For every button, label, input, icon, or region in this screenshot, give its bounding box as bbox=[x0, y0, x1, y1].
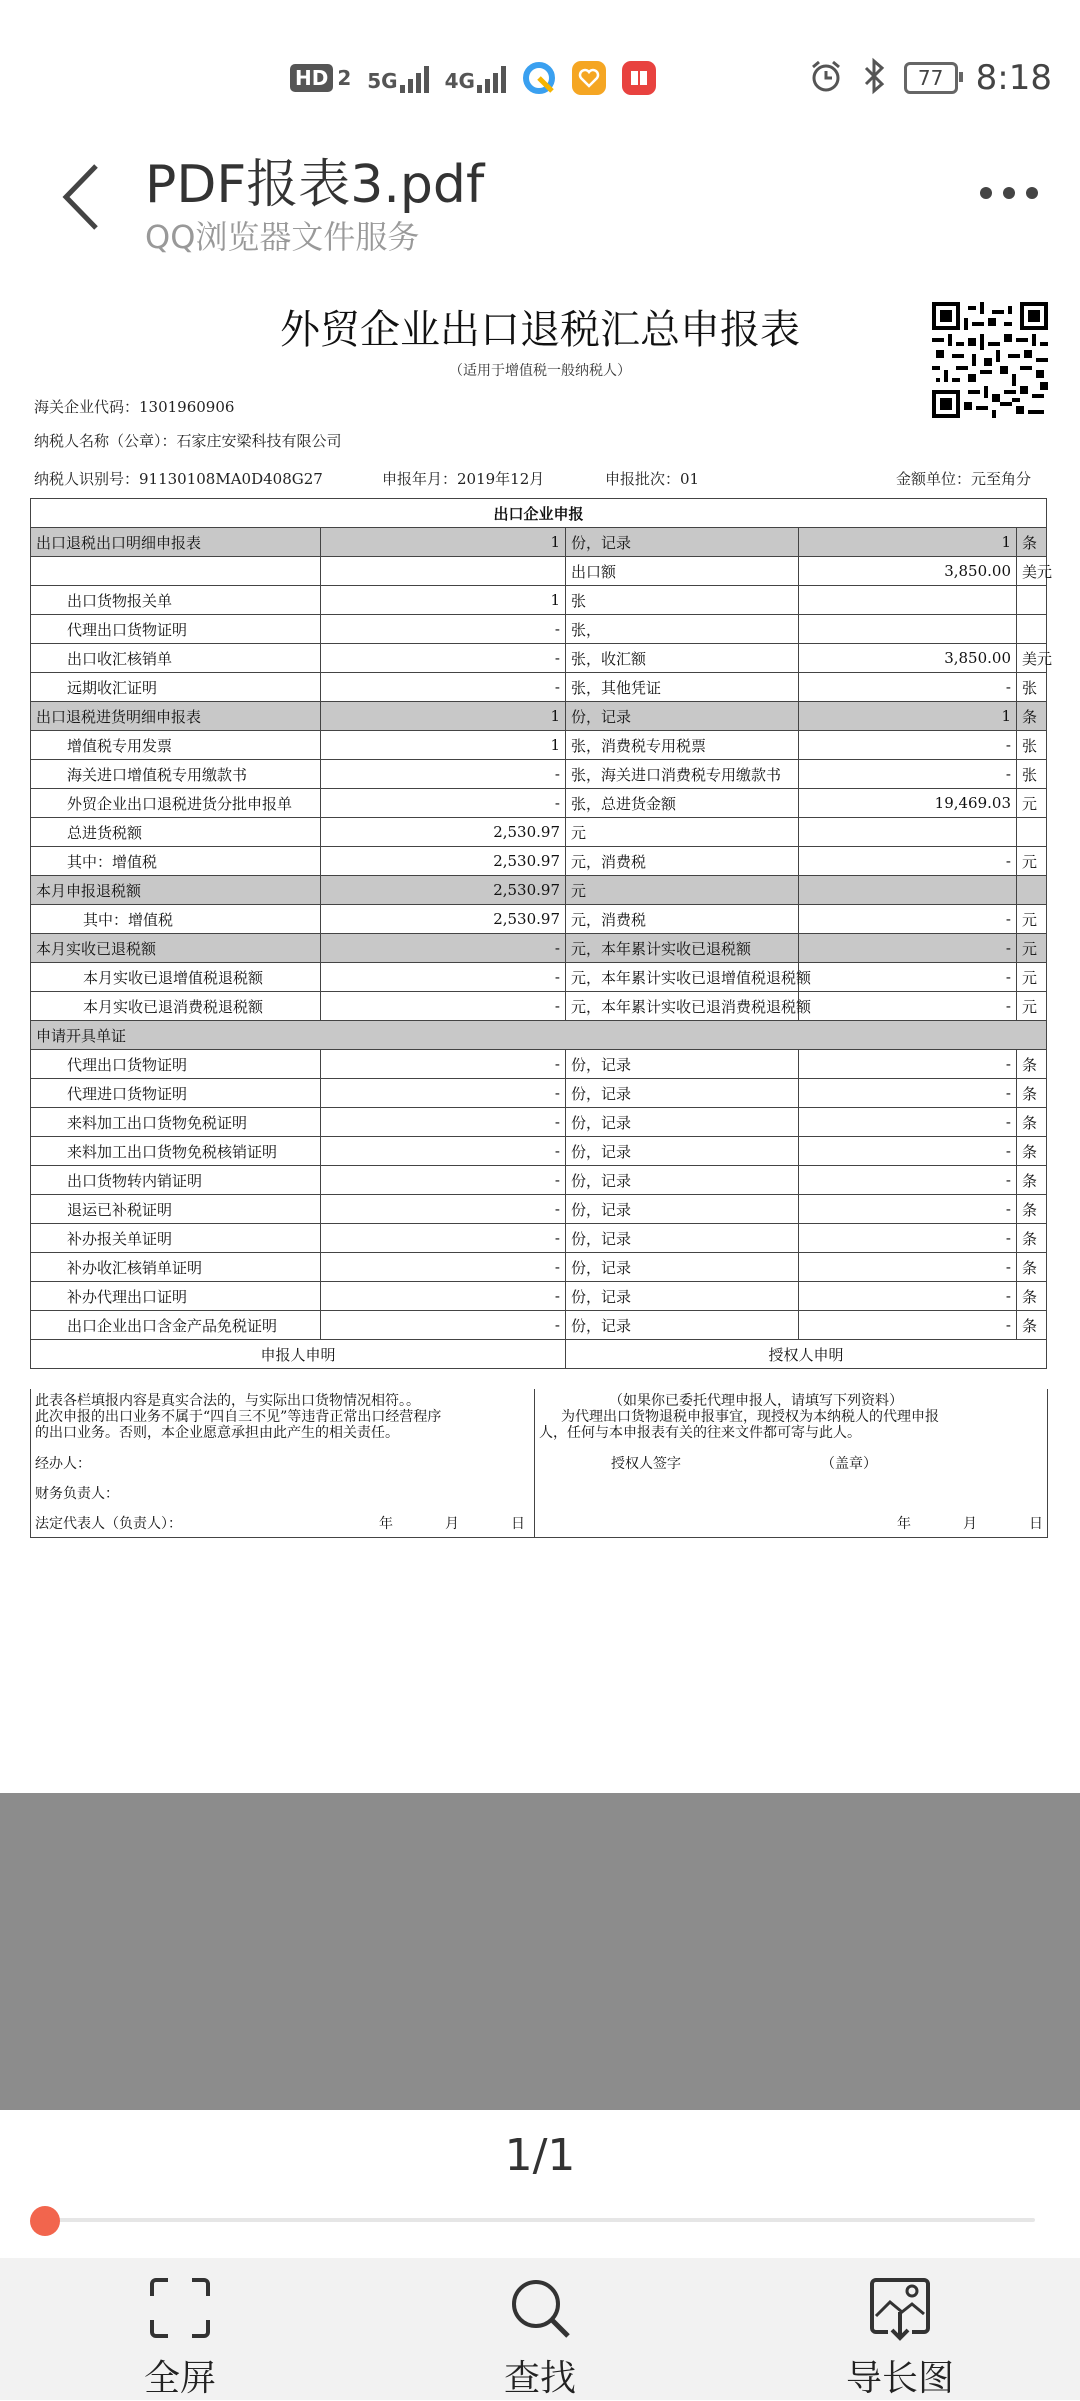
page-indicator: 1/1 bbox=[504, 2130, 576, 2181]
cell: 张 bbox=[1017, 731, 1047, 760]
table-row bbox=[31, 1137, 1047, 1166]
table-row bbox=[31, 644, 1047, 673]
cell: 代理出口货物证明 bbox=[31, 1050, 321, 1079]
search-icon bbox=[508, 2276, 572, 2340]
cell: - bbox=[799, 1253, 1017, 1282]
app-header bbox=[0, 140, 1080, 269]
table-row bbox=[31, 1079, 1047, 1108]
cell bbox=[799, 876, 1017, 905]
cell: 条 bbox=[1017, 1079, 1047, 1108]
table-row bbox=[31, 615, 1047, 644]
cell: 条 bbox=[1017, 1137, 1047, 1166]
cell: 条 bbox=[1017, 1050, 1047, 1079]
table-row bbox=[31, 731, 1047, 760]
cell: 张 bbox=[1017, 760, 1047, 789]
cell: 代理进口货物证明 bbox=[31, 1079, 321, 1108]
cell: - bbox=[321, 760, 566, 789]
table-row bbox=[31, 1021, 1047, 1050]
file-title: PDF报表3.pdf bbox=[145, 155, 485, 215]
cell: 3,850.00 bbox=[799, 557, 1017, 586]
cell: - bbox=[799, 1311, 1017, 1340]
table-row bbox=[31, 847, 1047, 876]
cell: 份，记录 bbox=[566, 1166, 799, 1195]
cell bbox=[1017, 586, 1047, 615]
cell: 出口退税进货明细申报表 bbox=[31, 702, 321, 731]
cell: - bbox=[799, 731, 1017, 760]
table-row bbox=[31, 586, 1047, 615]
cell: 元 bbox=[1017, 963, 1047, 992]
cell: 1 bbox=[799, 702, 1017, 731]
cell: 代理出口货物证明 bbox=[31, 615, 321, 644]
cell: - bbox=[799, 934, 1017, 963]
cell bbox=[799, 818, 1017, 847]
table-row bbox=[31, 789, 1047, 818]
file-source: QQ浏览器文件服务 bbox=[145, 218, 420, 256]
cell: 补办代理出口证明 bbox=[31, 1282, 321, 1311]
clock: 8:18 bbox=[975, 57, 1052, 98]
find-label: 查找 bbox=[503, 2358, 576, 2399]
table-row bbox=[31, 1195, 1047, 1224]
cell: 张，其他凭证 bbox=[566, 673, 799, 702]
table-row bbox=[31, 1050, 1047, 1079]
viewer-background bbox=[0, 1793, 1080, 2110]
cell: 出口额 bbox=[566, 557, 799, 586]
cell: 份，记录 bbox=[566, 1224, 799, 1253]
signal-5g-label: 5G bbox=[367, 69, 398, 93]
cell: - bbox=[321, 789, 566, 818]
cell: 19,469.03 bbox=[799, 789, 1017, 818]
cell: - bbox=[321, 1079, 566, 1108]
long-image-label: 导长图 bbox=[845, 2358, 954, 2399]
signal-5g-icon bbox=[367, 63, 428, 93]
cell: 出口收汇核销单 bbox=[31, 644, 321, 673]
cell: 张，收汇额 bbox=[566, 644, 799, 673]
cell: - bbox=[799, 760, 1017, 789]
finance-label: 财务负责人： bbox=[35, 1486, 119, 1502]
back-arrow-icon[interactable] bbox=[60, 162, 100, 236]
table-row bbox=[31, 934, 1047, 963]
cell: 2,530.97 bbox=[321, 905, 566, 934]
report-month: 申报年月：2019年12月 bbox=[382, 470, 545, 488]
cell: 份，记录 bbox=[566, 1108, 799, 1137]
table-row bbox=[31, 876, 1047, 905]
cell bbox=[1017, 818, 1047, 847]
cell: 元 bbox=[1017, 992, 1047, 1021]
cell: 2,530.97 bbox=[321, 818, 566, 847]
cell: - bbox=[799, 1137, 1017, 1166]
table-row bbox=[31, 992, 1047, 1021]
more-options-icon[interactable] bbox=[978, 185, 1040, 205]
bluetooth-icon bbox=[862, 58, 886, 98]
table-row bbox=[31, 1166, 1047, 1195]
cell: - bbox=[799, 963, 1017, 992]
seal-label: （盖章） bbox=[821, 1456, 877, 1472]
cell: - bbox=[799, 673, 1017, 702]
table-row bbox=[31, 1311, 1047, 1340]
cell: 条 bbox=[1017, 1311, 1047, 1340]
declarant-statement bbox=[31, 1389, 535, 1537]
taxpayer-name: 纳税人名称（公章）：石家庄安梁科技有限公司 bbox=[34, 432, 342, 450]
cell: 美元 bbox=[1017, 557, 1047, 586]
qr-code-icon bbox=[932, 302, 1048, 418]
cell: 1 bbox=[321, 586, 566, 615]
cell: 份，记录 bbox=[566, 1079, 799, 1108]
auth-month-label: 月 bbox=[963, 1516, 977, 1532]
cell: 本月实收已退增值税退税额 bbox=[31, 963, 321, 992]
cell: 元 bbox=[566, 818, 799, 847]
cell bbox=[799, 615, 1017, 644]
hd-number: 2 bbox=[337, 66, 352, 90]
cell: - bbox=[321, 1050, 566, 1079]
section-header: 出口企业申报 bbox=[31, 499, 1047, 528]
table-row bbox=[31, 1340, 1047, 1369]
document-subtitle: （适用于增值税一般纳税人） bbox=[449, 363, 631, 379]
cell: 元，消费税 bbox=[566, 905, 799, 934]
cell: 外贸企业出口退税进货分批申报单 bbox=[31, 789, 321, 818]
table-row bbox=[31, 1108, 1047, 1137]
cell: 来料加工出口货物免税核销证明 bbox=[31, 1137, 321, 1166]
decl-left-line1: 此表各栏填报内容是真实合法的，与实际出口货物情况相符。。 bbox=[35, 1393, 420, 1409]
declarant-title: 申报人申明 bbox=[31, 1340, 566, 1369]
cell: - bbox=[321, 615, 566, 644]
cell: 条 bbox=[1017, 1108, 1047, 1137]
cell: - bbox=[321, 992, 566, 1021]
cell: 份，记录 bbox=[566, 1050, 799, 1079]
table-row bbox=[31, 499, 1047, 528]
table-row bbox=[31, 528, 1047, 557]
status-left-icons bbox=[290, 58, 656, 98]
page-slider-track[interactable] bbox=[45, 2218, 1035, 2222]
cell: - bbox=[799, 1108, 1017, 1137]
battery-level: 77 bbox=[917, 65, 944, 90]
cell: 条 bbox=[1017, 702, 1047, 731]
cell: 本月申报退税额 bbox=[31, 876, 321, 905]
cell: 元，消费税 bbox=[566, 847, 799, 876]
cell: - bbox=[321, 934, 566, 963]
decl-right-line1: （如果你已委托代理申报人，请填写下列资料） bbox=[609, 1393, 903, 1409]
bottom-toolbar bbox=[0, 2258, 1080, 2400]
cell: 出口企业出口含金产品免税证明 bbox=[31, 1311, 321, 1340]
cell: 本月实收已退税额 bbox=[31, 934, 321, 963]
cell: 1 bbox=[321, 731, 566, 760]
table-row bbox=[31, 1224, 1047, 1253]
long-image-button[interactable] bbox=[800, 2276, 1000, 2401]
cell: 本月实收已退消费税退税额 bbox=[31, 992, 321, 1021]
cell: 其中：增值税 bbox=[31, 847, 321, 876]
qq-browser-app-icon bbox=[522, 61, 556, 95]
cell: 张， bbox=[566, 615, 799, 644]
cell: - bbox=[799, 1282, 1017, 1311]
cell: 张，消费税专用税票 bbox=[566, 731, 799, 760]
cell: 元 bbox=[1017, 934, 1047, 963]
taxpayer-id: 纳税人识别号：91130108MA0D408G27 bbox=[34, 470, 323, 488]
cell bbox=[31, 557, 321, 586]
page-slider-handle[interactable] bbox=[30, 2206, 60, 2236]
cell: 其中：增值税 bbox=[31, 905, 321, 934]
fullscreen-button[interactable] bbox=[80, 2276, 280, 2401]
cell: 增值税专用发票 bbox=[31, 731, 321, 760]
cell: 元，本年累计实收已退税额 bbox=[566, 934, 799, 963]
cell: 条 bbox=[1017, 1166, 1047, 1195]
table-row bbox=[31, 1253, 1047, 1282]
cell: - bbox=[799, 1166, 1017, 1195]
cell: - bbox=[799, 1195, 1017, 1224]
battery-icon bbox=[904, 62, 958, 94]
status-right-icons bbox=[808, 55, 1052, 100]
declaration-table bbox=[30, 498, 1053, 1369]
cell: 2,530.97 bbox=[321, 847, 566, 876]
pdf-page[interactable] bbox=[0, 268, 1080, 1793]
cell: 来料加工出口货物免税证明 bbox=[31, 1108, 321, 1137]
alarm-icon bbox=[808, 58, 844, 98]
cell: - bbox=[799, 1050, 1017, 1079]
heart-app-icon bbox=[572, 61, 606, 95]
cell: 海关进口增值税专用缴款书 bbox=[31, 760, 321, 789]
handler-label: 经办人： bbox=[35, 1456, 91, 1472]
cell: 元 bbox=[1017, 789, 1047, 818]
auth-day-label: 日 bbox=[1029, 1516, 1043, 1532]
authorizer-title: 授权人申明 bbox=[566, 1340, 1047, 1369]
table-row bbox=[31, 818, 1047, 847]
cell: - bbox=[321, 1195, 566, 1224]
status-bar bbox=[0, 0, 1080, 150]
cell: 美元 bbox=[1017, 644, 1047, 673]
cell: 元，本年累计实收已退增值税退税额 bbox=[566, 963, 799, 992]
month-label: 月 bbox=[445, 1516, 459, 1532]
cell: 1 bbox=[799, 528, 1017, 557]
cell: - bbox=[799, 905, 1017, 934]
cell: 张 bbox=[566, 586, 799, 615]
cell: 张 bbox=[1017, 673, 1047, 702]
cell: 元 bbox=[566, 876, 799, 905]
cell: - bbox=[799, 992, 1017, 1021]
decl-left-line2: 此次申报的出口业务不属于“四自三不见”等违背正常出口经营程序 bbox=[35, 1409, 442, 1425]
cell: 补办报关单证明 bbox=[31, 1224, 321, 1253]
decl-left-line3: 的出口业务。否则，本企业愿意承担由此产生的相关责任。 bbox=[35, 1425, 399, 1441]
amount-unit: 金额单位：元至角分 bbox=[896, 470, 1032, 488]
cell: 出口退税出口明细申报表 bbox=[31, 528, 321, 557]
fullscreen-icon bbox=[148, 2276, 212, 2340]
cell: 3,850.00 bbox=[799, 644, 1017, 673]
cell: 条 bbox=[1017, 1282, 1047, 1311]
document-title: 外贸企业出口退税汇总申报表 bbox=[280, 307, 800, 353]
cell: 退运已补税证明 bbox=[31, 1195, 321, 1224]
legal-rep-label: 法定代表人（负责人）： bbox=[35, 1516, 182, 1532]
cell: 份，记录 bbox=[566, 1253, 799, 1282]
cell: - bbox=[321, 1311, 566, 1340]
cell: 出口货物报关单 bbox=[31, 586, 321, 615]
year-label: 年 bbox=[379, 1516, 393, 1532]
cell: 1 bbox=[321, 528, 566, 557]
cell: - bbox=[321, 1166, 566, 1195]
cell: 张，海关进口消费税专用缴款书 bbox=[566, 760, 799, 789]
table-row bbox=[31, 905, 1047, 934]
cell: 条 bbox=[1017, 1195, 1047, 1224]
cell: - bbox=[799, 1079, 1017, 1108]
table-row bbox=[31, 702, 1047, 731]
cell: 远期收汇证明 bbox=[31, 673, 321, 702]
cell: 申请开具单证 bbox=[31, 1021, 1047, 1050]
table-row bbox=[31, 557, 1047, 586]
cell: 补办收汇核销单证明 bbox=[31, 1253, 321, 1282]
cell: - bbox=[321, 1282, 566, 1311]
hd-badge: HD bbox=[290, 64, 333, 92]
cell: 份，记录 bbox=[566, 528, 799, 557]
cell: - bbox=[321, 1137, 566, 1166]
cell bbox=[799, 586, 1017, 615]
find-button[interactable] bbox=[440, 2276, 640, 2401]
day-label: 日 bbox=[511, 1516, 525, 1532]
book-app-icon bbox=[622, 61, 656, 95]
cell bbox=[1017, 615, 1047, 644]
cell: 总进货税额 bbox=[31, 818, 321, 847]
cell: 1 bbox=[321, 702, 566, 731]
decl-right-line3: 人，任何与本申报表有关的往来文件都可寄与此人。 bbox=[539, 1425, 861, 1441]
report-batch: 申报批次：01 bbox=[605, 470, 700, 488]
cell: - bbox=[321, 673, 566, 702]
customs-code: 海关企业代码：1301960906 bbox=[34, 398, 235, 416]
table-row bbox=[31, 760, 1047, 789]
long-image-icon bbox=[868, 2276, 932, 2340]
authorizer-statement bbox=[535, 1389, 1047, 1537]
signal-4g-icon bbox=[445, 63, 506, 93]
table-row bbox=[31, 1282, 1047, 1311]
cell: 条 bbox=[1017, 528, 1047, 557]
declaration-box bbox=[30, 1389, 1048, 1538]
cell: 条 bbox=[1017, 1253, 1047, 1282]
auth-sign-label: 授权人签字 bbox=[611, 1456, 681, 1472]
cell: - bbox=[321, 1108, 566, 1137]
cell bbox=[321, 557, 566, 586]
cell: - bbox=[321, 644, 566, 673]
fullscreen-label: 全屏 bbox=[143, 2358, 216, 2399]
auth-year-label: 年 bbox=[897, 1516, 911, 1532]
cell: 份，记录 bbox=[566, 1311, 799, 1340]
cell: - bbox=[799, 1224, 1017, 1253]
table-row bbox=[31, 673, 1047, 702]
cell: - bbox=[799, 847, 1017, 876]
cell: 2,530.97 bbox=[321, 876, 566, 905]
cell bbox=[1017, 876, 1047, 905]
cell: 元，本年累计实收已退消费税退税额 bbox=[566, 992, 799, 1021]
cell: 份，记录 bbox=[566, 702, 799, 731]
cell: 份，记录 bbox=[566, 1137, 799, 1166]
cell: 份，记录 bbox=[566, 1282, 799, 1311]
decl-right-line2: 为代理出口货物退税申报事宜，现授权为本纳税人的代理申报 bbox=[561, 1409, 939, 1425]
cell: - bbox=[321, 1253, 566, 1282]
cell: 元 bbox=[1017, 847, 1047, 876]
signal-4g-label: 4G bbox=[444, 69, 475, 93]
cell: 出口货物转内销证明 bbox=[31, 1166, 321, 1195]
cell: - bbox=[321, 963, 566, 992]
cell: 份，记录 bbox=[566, 1195, 799, 1224]
cell: 张，总进货金额 bbox=[566, 789, 799, 818]
table-row bbox=[31, 963, 1047, 992]
cell: - bbox=[321, 1224, 566, 1253]
cell: 元 bbox=[1017, 905, 1047, 934]
cell: 条 bbox=[1017, 1224, 1047, 1253]
